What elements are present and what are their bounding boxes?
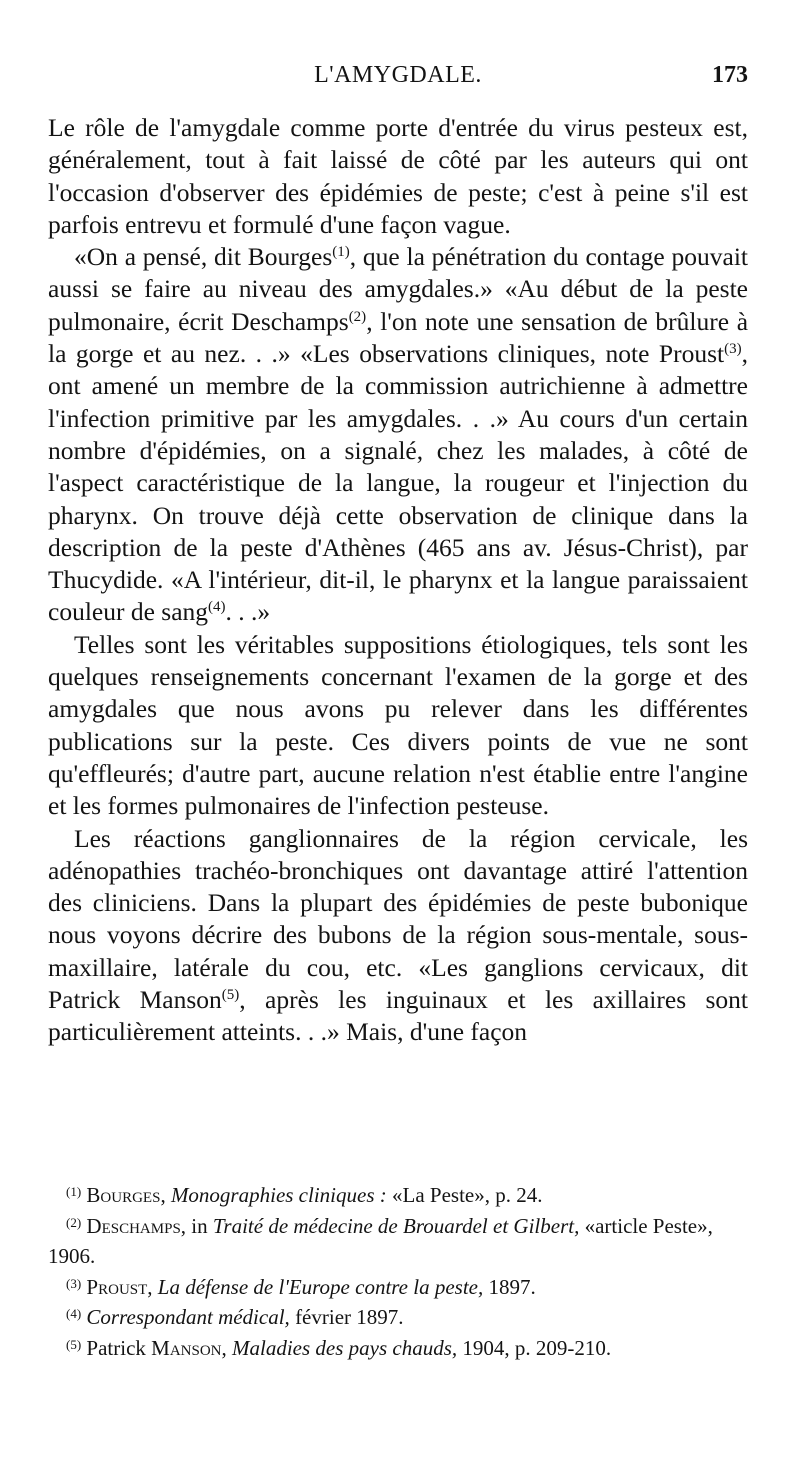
footnotes xyxy=(48,1180,748,1363)
footnote-marker: (5) xyxy=(66,1336,82,1352)
paragraph xyxy=(48,823,748,1049)
paragraph xyxy=(48,112,748,241)
footnote xyxy=(48,1333,748,1364)
text-run: , xyxy=(147,1274,158,1299)
footnote-marker: (3) xyxy=(66,1275,82,1291)
author-name: Bourges xyxy=(86,1183,161,1207)
work-title: La défense de l'Europe contre la peste, xyxy=(157,1274,484,1299)
text-run: , xyxy=(221,1335,233,1360)
body-text xyxy=(48,112,748,1049)
work-title: Traité de médecine de Brouardel et Gilbert, xyxy=(212,1213,580,1238)
footnote-reference: (4) xyxy=(208,599,226,616)
text-run: «On a pensé, dit Bourges xyxy=(74,242,333,272)
paragraph xyxy=(48,629,748,823)
footnote-marker: (2) xyxy=(66,1214,82,1230)
text-run: Patrick xyxy=(86,1335,152,1360)
footnote-reference: (5) xyxy=(221,987,240,1004)
footnote-marker: (4) xyxy=(66,1306,82,1321)
footnote-reference: (3) xyxy=(724,341,742,358)
text-run: , l'on note une sensation de brûlure à la gorge et au nez. . .» «Les observations cliniques, note Proust xyxy=(48,306,749,369)
text-run: Les réactions ganglionnaires de la région cervicale, les adénopathies trachéo-bronchiques ont davantage attiré l'attention des cliniciens. Dans la plupart des épidémies de peste bubonique nous voyons décrire des bubons de la région sous-mentale, sous-maxillaire, latérale du cou, etc. «Les ganglions cervicaux, dit Patrick Manson xyxy=(48,823,748,1015)
author-name: Manson xyxy=(151,1335,222,1360)
author-name: Proust xyxy=(86,1274,148,1299)
footnote xyxy=(48,1180,748,1211)
page-number: 173 xyxy=(712,62,748,88)
text-run: février 1897. xyxy=(289,1305,404,1329)
paragraph xyxy=(48,241,748,629)
text-run: , in xyxy=(180,1213,213,1238)
page-header xyxy=(48,62,748,102)
footnote xyxy=(48,1302,748,1333)
text-run: «La Peste», p. 24. xyxy=(386,1183,543,1207)
text-run: Telles sont les véritables suppositions étiologiques, tels sont les quelques renseignements concernant l'examen de la gorge et des amygdales que nous avons pu relever dans les différentes publications sur la peste. Ces divers points de vue ne sont qu'effleurés; d'autre part, aucune relation n'est établie entre l'angine et les formes pulmonaires de l'infection pesteuse. xyxy=(48,629,748,821)
text-run: «article Peste», 1906. xyxy=(48,1213,713,1268)
footnote xyxy=(48,1211,748,1272)
work-title: Correspondant médical, xyxy=(86,1305,290,1329)
footnote-reference: (2) xyxy=(348,308,367,325)
work-title: Monographies cliniques : xyxy=(170,1183,387,1207)
footnote-marker: (1) xyxy=(66,1184,82,1199)
author-name: Deschamps xyxy=(86,1213,181,1238)
footnote xyxy=(48,1272,748,1303)
text-run: . . .» xyxy=(225,597,271,627)
text-run: , après les inguinaux et les axillaires sont particulièrement atteints. . .» Mais, d'une façon xyxy=(48,985,748,1047)
text-run: , ont amené un membre de la commission autrichienne à admettre l'infection primitive par les amygdales. . .» Au cours d'un certain nombre d'épidémies, on a signalé, chez les malades, à côté de l'aspect caractéristique de la langue, la rougeur et l'injection du pharynx. On trouve déjà cette observation de clinique dans la description de la peste d'Athènes (465 ans av. Jésus-Christ), par Thucydide. «A l'intérieur, dit-il, le pharynx et la langue paraissaient couleur de sang xyxy=(48,339,748,627)
footnote-reference: (1) xyxy=(332,244,350,261)
text-run: , xyxy=(160,1183,171,1207)
text-run: , que la pénétration du contage pouvait aussi se faire au niveau des amygdales.» «Au début de la peste pulmonaire, écrit Deschamps xyxy=(48,242,749,336)
work-title: Maladies des pays chauds, xyxy=(232,1335,458,1360)
text-run: Le rôle de l'amygdale comme porte d'entrée du virus pesteux est, généralement, tout à fait laissé de côté par les auteurs qui ont l'occasion d'observer des épidémies de peste; c'est à peine s'il est parfois entrevu et formulé d'une façon vague. xyxy=(48,113,748,239)
text-run: 1897. xyxy=(483,1274,536,1299)
running-title: L'AMYGDALE. xyxy=(314,62,482,88)
text-run: 1904, p. 209-210. xyxy=(457,1335,612,1360)
